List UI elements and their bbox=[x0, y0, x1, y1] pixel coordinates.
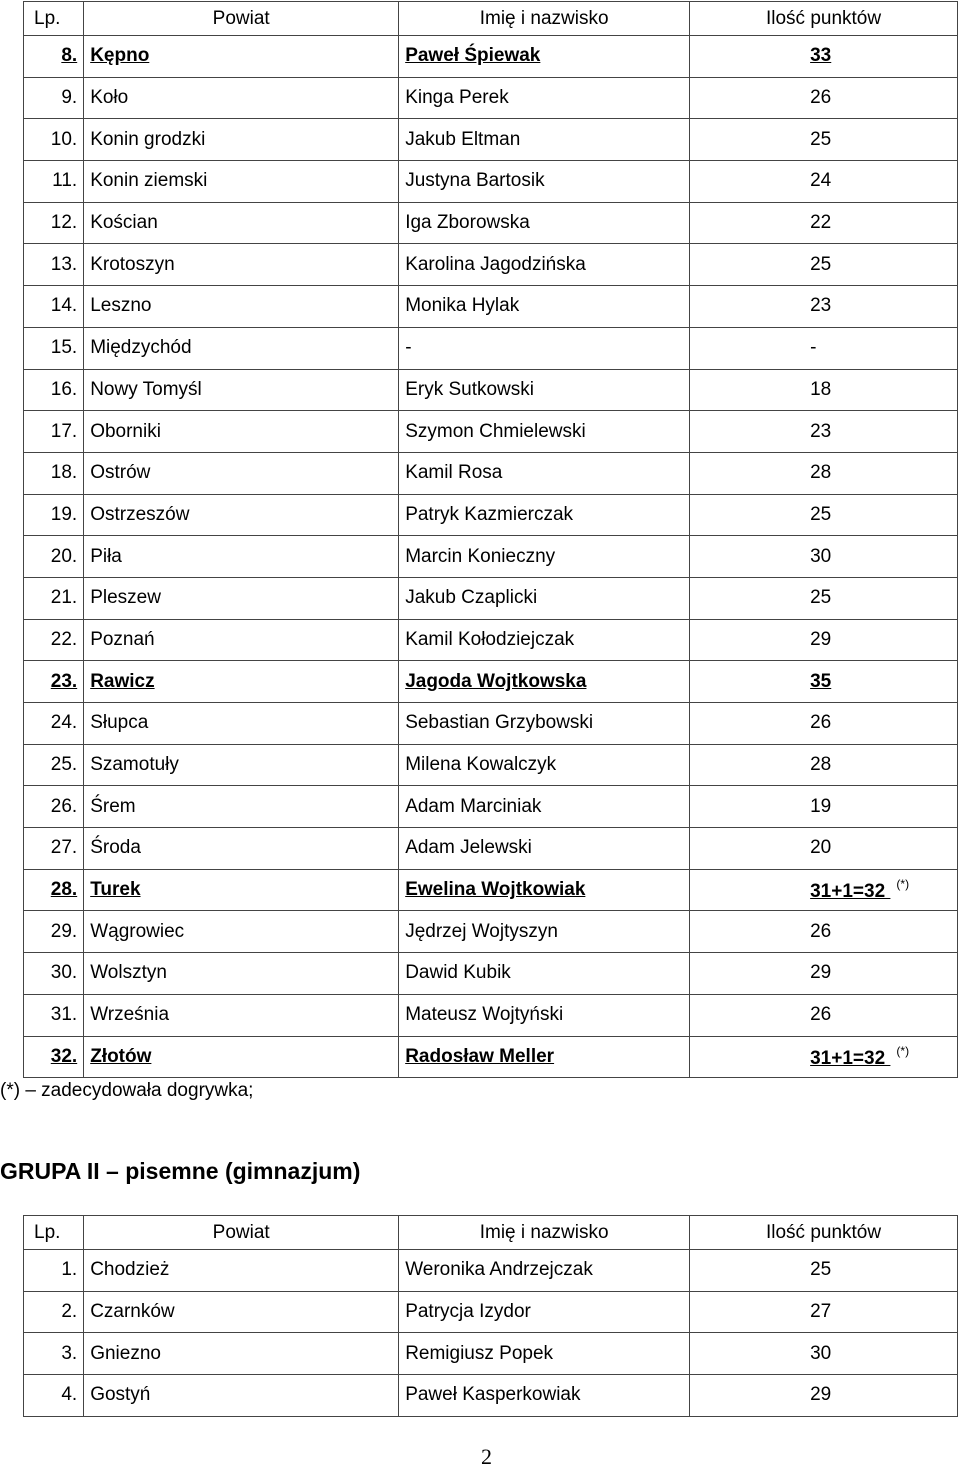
cell-lp-text: 30. bbox=[50, 962, 78, 984]
cell-points-text: 19 bbox=[810, 795, 832, 817]
cell-name bbox=[399, 536, 690, 578]
cell-points-text: 25 bbox=[810, 587, 832, 609]
cell-powiat bbox=[84, 77, 399, 119]
cell-powiat-text: Turek bbox=[90, 879, 141, 901]
table-row bbox=[24, 202, 958, 244]
cell-name-text: Mateusz Wojtyński bbox=[405, 1004, 564, 1026]
cell-powiat-text: Leszno bbox=[90, 295, 152, 317]
cell-lp-text: 4. bbox=[61, 1384, 78, 1406]
cell-points bbox=[690, 953, 958, 995]
cell-powiat-text: Słupca bbox=[90, 712, 149, 734]
cell-powiat-text: Złotów bbox=[90, 1045, 152, 1067]
cell-name bbox=[399, 786, 690, 828]
cell-powiat bbox=[84, 994, 399, 1036]
cell-points-text: 26 bbox=[810, 920, 832, 942]
cell-powiat bbox=[84, 369, 399, 411]
table-row bbox=[24, 36, 958, 78]
cell-points bbox=[690, 286, 958, 328]
cell-points-text: 26 bbox=[810, 87, 832, 109]
cell-powiat bbox=[84, 327, 399, 369]
header-lp: Lp. bbox=[24, 1216, 84, 1250]
cell-lp bbox=[24, 577, 84, 619]
results-table-group-2 bbox=[23, 1215, 958, 1417]
cell-points bbox=[690, 36, 958, 78]
cell-powiat-text: Środa bbox=[90, 837, 141, 859]
cell-powiat-text: Gostyń bbox=[90, 1384, 151, 1406]
cell-name bbox=[399, 244, 690, 286]
cell-lp bbox=[24, 452, 84, 494]
table-row bbox=[24, 119, 958, 161]
header-lp: Lp. bbox=[24, 2, 84, 36]
table-row bbox=[24, 786, 958, 828]
cell-points bbox=[690, 619, 958, 661]
cell-name bbox=[399, 161, 690, 203]
cell-lp-text: 9. bbox=[61, 87, 78, 109]
cell-lp-text: 31. bbox=[50, 1004, 78, 1026]
table-row bbox=[24, 828, 958, 870]
cell-name-text: Iga Zborowska bbox=[405, 212, 530, 234]
cell-points bbox=[690, 161, 958, 203]
table-row bbox=[24, 1291, 958, 1333]
cell-name-text: Jędrzej Wojtyszyn bbox=[405, 920, 558, 942]
cell-points bbox=[690, 1375, 958, 1417]
table-row bbox=[24, 327, 958, 369]
table-row bbox=[24, 994, 958, 1036]
cell-name-text: Weronika Andrzejczak bbox=[405, 1259, 593, 1281]
cell-points bbox=[690, 703, 958, 745]
cell-points bbox=[690, 244, 958, 286]
cell-points bbox=[690, 452, 958, 494]
cell-points bbox=[690, 369, 958, 411]
cell-lp-text: 22. bbox=[50, 628, 78, 650]
table-header-row bbox=[24, 2, 958, 36]
cell-name-text: Milena Kowalczyk bbox=[405, 754, 557, 776]
cell-points-text: 25 bbox=[810, 253, 832, 275]
cell-name bbox=[399, 36, 690, 78]
header-points: Ilość punktów bbox=[690, 2, 958, 36]
cell-lp-text: 10. bbox=[50, 128, 78, 150]
table-row bbox=[24, 953, 958, 995]
cell-lp-text: 2. bbox=[61, 1301, 78, 1323]
cell-points bbox=[690, 577, 958, 619]
table-row bbox=[24, 869, 958, 911]
cell-powiat-text: Rawicz bbox=[90, 670, 155, 692]
cell-points bbox=[690, 411, 958, 453]
cell-powiat-text: Krotoszyn bbox=[90, 253, 175, 275]
cell-points-text: 30 bbox=[810, 545, 832, 567]
cell-name bbox=[399, 911, 690, 953]
table-row bbox=[24, 911, 958, 953]
cell-lp-text: 32. bbox=[50, 1045, 78, 1067]
cell-lp-text: 16. bbox=[50, 378, 78, 400]
cell-name-text: Patryk Kazmierczak bbox=[405, 503, 574, 525]
cell-powiat-text: Poznań bbox=[90, 628, 155, 650]
cell-name bbox=[399, 1250, 690, 1292]
cell-name-text: Marcin Konieczny bbox=[405, 545, 556, 567]
cell-lp bbox=[24, 1036, 84, 1078]
cell-name bbox=[399, 953, 690, 995]
page-number: 2 bbox=[481, 1444, 492, 1469]
cell-points bbox=[690, 1036, 958, 1078]
cell-name bbox=[399, 869, 690, 911]
cell-powiat-text: Oborniki bbox=[90, 420, 161, 442]
cell-name bbox=[399, 661, 690, 703]
cell-name-text: Jagoda Wojtkowska bbox=[405, 670, 587, 692]
cell-lp-text: 8. bbox=[61, 45, 78, 67]
cell-lp bbox=[24, 1375, 84, 1417]
table-row bbox=[24, 619, 958, 661]
cell-lp-text: 20. bbox=[50, 545, 78, 567]
cell-lp bbox=[24, 411, 84, 453]
cell-name bbox=[399, 744, 690, 786]
cell-name bbox=[399, 994, 690, 1036]
cell-lp bbox=[24, 1333, 84, 1375]
cell-name bbox=[399, 619, 690, 661]
cell-lp bbox=[24, 494, 84, 536]
table-row bbox=[24, 1375, 958, 1417]
cell-name-text: Patrycja Izydor bbox=[405, 1301, 531, 1323]
cell-points-text: 29 bbox=[810, 962, 832, 984]
tiebreak-mark: (*) bbox=[896, 877, 910, 892]
cell-lp bbox=[24, 536, 84, 578]
table-row bbox=[24, 452, 958, 494]
cell-name-text: Adam Jelewski bbox=[405, 837, 532, 859]
cell-points-text: 23 bbox=[810, 295, 832, 317]
cell-lp bbox=[24, 161, 84, 203]
cell-name bbox=[399, 202, 690, 244]
cell-points bbox=[690, 77, 958, 119]
cell-powiat-text: Śrem bbox=[90, 795, 136, 817]
cell-powiat-text: Czarnków bbox=[90, 1301, 175, 1323]
cell-powiat bbox=[84, 1036, 399, 1078]
cell-name bbox=[399, 1333, 690, 1375]
table-row bbox=[24, 1250, 958, 1292]
cell-lp-text: 29. bbox=[50, 920, 78, 942]
cell-lp bbox=[24, 953, 84, 995]
cell-points bbox=[690, 911, 958, 953]
cell-name bbox=[399, 119, 690, 161]
cell-points bbox=[690, 744, 958, 786]
cell-name bbox=[399, 411, 690, 453]
cell-name-text: - bbox=[405, 337, 412, 359]
cell-points-text: 35 bbox=[810, 670, 832, 692]
cell-name bbox=[399, 327, 690, 369]
cell-powiat bbox=[84, 619, 399, 661]
cell-points-text: 18 bbox=[810, 378, 832, 400]
cell-lp-text: 11. bbox=[52, 170, 78, 192]
cell-points-text: 27 bbox=[810, 1301, 832, 1323]
cell-lp-text: 19. bbox=[50, 503, 78, 525]
cell-lp bbox=[24, 202, 84, 244]
cell-powiat bbox=[84, 577, 399, 619]
table-row bbox=[24, 244, 958, 286]
cell-lp bbox=[24, 327, 84, 369]
cell-name bbox=[399, 577, 690, 619]
cell-name-text: Justyna Bartosik bbox=[405, 170, 545, 192]
cell-powiat bbox=[84, 1291, 399, 1333]
table-row bbox=[24, 369, 958, 411]
cell-name bbox=[399, 494, 690, 536]
cell-points-text: 24 bbox=[810, 170, 832, 192]
table-row bbox=[24, 703, 958, 745]
cell-lp-text: 27. bbox=[50, 837, 78, 859]
cell-powiat-text: Kościan bbox=[90, 212, 158, 234]
table-header-row bbox=[24, 1216, 958, 1250]
table-row bbox=[24, 1333, 958, 1375]
cell-points bbox=[690, 536, 958, 578]
cell-points bbox=[690, 661, 958, 703]
cell-lp bbox=[24, 786, 84, 828]
cell-powiat bbox=[84, 1333, 399, 1375]
cell-powiat-text: Ostrzeszów bbox=[90, 503, 190, 525]
table-row bbox=[24, 1036, 958, 1078]
cell-name bbox=[399, 1036, 690, 1078]
cell-powiat bbox=[84, 119, 399, 161]
cell-powiat bbox=[84, 452, 399, 494]
cell-points-text: 29 bbox=[810, 1384, 832, 1406]
cell-lp-text: 17. bbox=[50, 420, 78, 442]
cell-name-text: Szymon Chmielewski bbox=[405, 420, 586, 442]
cell-powiat-text: Września bbox=[90, 1004, 170, 1026]
cell-powiat bbox=[84, 869, 399, 911]
cell-lp bbox=[24, 744, 84, 786]
cell-points bbox=[690, 494, 958, 536]
cell-powiat-text: Konin ziemski bbox=[90, 170, 208, 192]
cell-points-text: 20 bbox=[810, 837, 832, 859]
cell-points-text: 28 bbox=[810, 754, 832, 776]
cell-lp-text: 24. bbox=[50, 712, 78, 734]
results-table-group-1 bbox=[23, 1, 958, 1078]
cell-lp bbox=[24, 994, 84, 1036]
cell-name-text: Remigiusz Popek bbox=[405, 1342, 554, 1364]
cell-name-text: Dawid Kubik bbox=[405, 962, 511, 984]
cell-lp bbox=[24, 869, 84, 911]
cell-name bbox=[399, 1375, 690, 1417]
cell-powiat-text: Nowy Tomyśl bbox=[90, 378, 202, 400]
cell-powiat-text: Szamotuły bbox=[90, 754, 179, 776]
cell-name-text: Ewelina Wojtkowiak bbox=[405, 879, 586, 901]
cell-points-text: 25 bbox=[810, 503, 832, 525]
cell-points-text: 28 bbox=[810, 462, 832, 484]
cell-lp-text: 28. bbox=[50, 879, 78, 901]
cell-name-text: Sebastian Grzybowski bbox=[405, 712, 594, 734]
section-heading: GRUPA II – pisemne (gimnazjum) bbox=[0, 1158, 361, 1184]
cell-lp-text: 23. bbox=[50, 670, 78, 692]
cell-points bbox=[690, 869, 958, 911]
header-name: Imię i nazwisko bbox=[399, 2, 690, 36]
cell-powiat bbox=[84, 661, 399, 703]
cell-powiat bbox=[84, 828, 399, 870]
cell-points-text: 26 bbox=[810, 712, 832, 734]
cell-points-text: 31+1=32 bbox=[810, 881, 891, 903]
table-row bbox=[24, 661, 958, 703]
cell-points-text: 30 bbox=[810, 1342, 832, 1364]
cell-name bbox=[399, 286, 690, 328]
cell-lp-text: 13. bbox=[50, 253, 78, 275]
cell-lp bbox=[24, 1250, 84, 1292]
cell-lp bbox=[24, 244, 84, 286]
cell-powiat-text: Kępno bbox=[90, 45, 150, 67]
header-powiat: Powiat bbox=[84, 2, 399, 36]
footnote: (*) – zadecydowała dogrywka; bbox=[0, 1080, 254, 1101]
cell-points-text: 22 bbox=[810, 212, 832, 234]
cell-lp bbox=[24, 1291, 84, 1333]
cell-name bbox=[399, 1291, 690, 1333]
cell-powiat bbox=[84, 411, 399, 453]
table-row bbox=[24, 536, 958, 578]
cell-powiat bbox=[84, 161, 399, 203]
cell-powiat-text: Ostrów bbox=[90, 462, 151, 484]
tiebreak-mark: (*) bbox=[896, 1043, 910, 1058]
cell-lp-text: 18. bbox=[50, 462, 78, 484]
cell-powiat bbox=[84, 703, 399, 745]
table-row bbox=[24, 411, 958, 453]
cell-powiat-text: Konin grodzki bbox=[90, 128, 206, 150]
cell-name-text: Monika Hylak bbox=[405, 295, 520, 317]
table-row bbox=[24, 494, 958, 536]
cell-powiat-text: Wolsztyn bbox=[90, 962, 167, 984]
table-row bbox=[24, 744, 958, 786]
table-row bbox=[24, 286, 958, 328]
cell-lp bbox=[24, 661, 84, 703]
cell-points bbox=[690, 202, 958, 244]
cell-powiat bbox=[84, 1250, 399, 1292]
header-powiat: Powiat bbox=[84, 1216, 399, 1250]
cell-points bbox=[690, 1291, 958, 1333]
cell-powiat bbox=[84, 244, 399, 286]
cell-name-text: Kamil Rosa bbox=[405, 462, 503, 484]
cell-points-text: 25 bbox=[810, 1259, 832, 1281]
table-row bbox=[24, 577, 958, 619]
cell-powiat-text: Pleszew bbox=[90, 587, 161, 609]
cell-powiat bbox=[84, 953, 399, 995]
cell-points-text: 33 bbox=[810, 45, 832, 67]
table-row bbox=[24, 161, 958, 203]
cell-name-text: Kamil Kołodziejczak bbox=[405, 628, 575, 650]
cell-name-text: Eryk Sutkowski bbox=[405, 378, 534, 400]
header-points: Ilość punktów bbox=[690, 1216, 958, 1250]
cell-powiat-text: Chodzież bbox=[90, 1259, 170, 1281]
cell-points-text: 23 bbox=[810, 420, 832, 442]
cell-powiat-text: Międzychód bbox=[90, 337, 192, 359]
cell-powiat bbox=[84, 744, 399, 786]
cell-name-text: Kinga Perek bbox=[405, 87, 509, 109]
cell-powiat bbox=[84, 911, 399, 953]
cell-points-text: 31+1=32 bbox=[810, 1047, 891, 1069]
cell-points bbox=[690, 1333, 958, 1375]
cell-lp bbox=[24, 36, 84, 78]
cell-powiat-text: Wągrowiec bbox=[90, 920, 185, 942]
cell-points-text: 25 bbox=[810, 128, 832, 150]
cell-points-text: 26 bbox=[810, 1004, 832, 1026]
cell-name bbox=[399, 452, 690, 494]
cell-powiat bbox=[84, 1375, 399, 1417]
cell-points bbox=[690, 1250, 958, 1292]
cell-lp bbox=[24, 911, 84, 953]
cell-name-text: Karolina Jagodzińska bbox=[405, 253, 586, 275]
cell-powiat bbox=[84, 36, 399, 78]
cell-powiat-text: Koło bbox=[90, 87, 129, 109]
cell-name-text: Paweł Śpiewak bbox=[405, 45, 541, 67]
cell-lp bbox=[24, 619, 84, 661]
cell-lp bbox=[24, 703, 84, 745]
cell-powiat-text: Gniezno bbox=[90, 1342, 161, 1364]
cell-powiat bbox=[84, 494, 399, 536]
cell-lp-text: 15. bbox=[50, 337, 78, 359]
cell-name-text: Paweł Kasperkowiak bbox=[405, 1384, 581, 1406]
cell-points bbox=[690, 119, 958, 161]
cell-name bbox=[399, 703, 690, 745]
header-name: Imię i nazwisko bbox=[399, 1216, 690, 1250]
cell-powiat-text: Piła bbox=[90, 545, 122, 567]
cell-points-text: 29 bbox=[810, 628, 832, 650]
cell-lp bbox=[24, 286, 84, 328]
cell-points bbox=[690, 828, 958, 870]
cell-name-text: Radosław Meller bbox=[405, 1045, 555, 1067]
cell-powiat bbox=[84, 786, 399, 828]
cell-lp-text: 3. bbox=[61, 1342, 78, 1364]
cell-name-text: Adam Marciniak bbox=[405, 795, 542, 817]
cell-powiat bbox=[84, 536, 399, 578]
cell-points-text: - bbox=[810, 337, 817, 359]
cell-points bbox=[690, 327, 958, 369]
table-row bbox=[24, 77, 958, 119]
cell-lp bbox=[24, 828, 84, 870]
cell-lp bbox=[24, 369, 84, 411]
cell-lp-text: 14. bbox=[50, 295, 78, 317]
cell-name bbox=[399, 828, 690, 870]
cell-lp-text: 12. bbox=[50, 212, 78, 234]
cell-points bbox=[690, 786, 958, 828]
cell-powiat bbox=[84, 286, 399, 328]
cell-name bbox=[399, 77, 690, 119]
cell-lp-text: 1. bbox=[61, 1259, 78, 1281]
cell-lp-text: 25. bbox=[50, 754, 78, 776]
cell-name-text: Jakub Czaplicki bbox=[405, 587, 538, 609]
cell-points bbox=[690, 994, 958, 1036]
cell-lp-text: 26. bbox=[50, 795, 78, 817]
cell-name bbox=[399, 369, 690, 411]
cell-lp bbox=[24, 119, 84, 161]
cell-powiat bbox=[84, 202, 399, 244]
cell-lp bbox=[24, 77, 84, 119]
cell-name-text: Jakub Eltman bbox=[405, 128, 521, 150]
cell-lp-text: 21. bbox=[50, 587, 78, 609]
